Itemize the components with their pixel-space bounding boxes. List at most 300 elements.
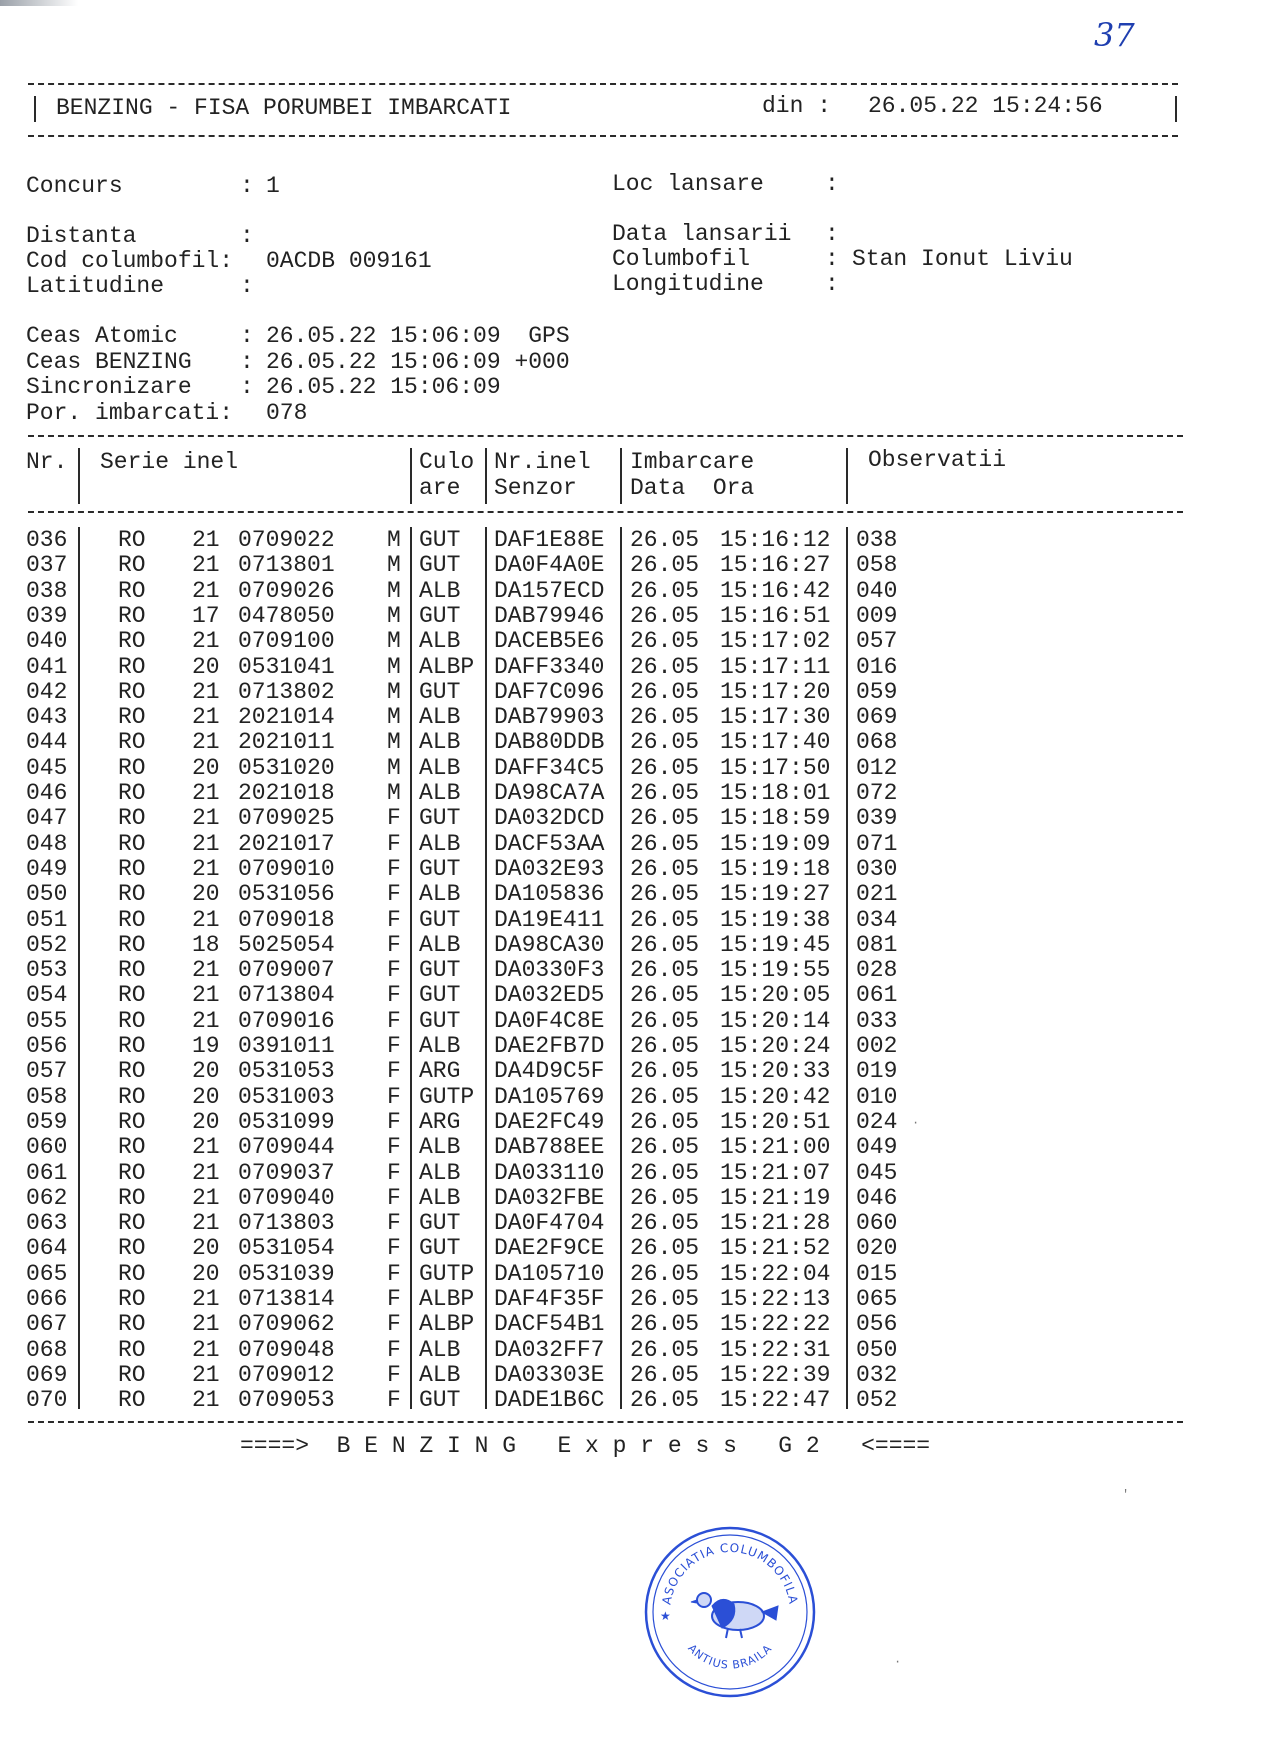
cell-observatii: 040 (856, 577, 898, 604)
cell-senzor: DA98CA30 (494, 931, 605, 958)
cell-culoare: ALB (419, 1134, 461, 1161)
cell-nr: 048 (26, 830, 68, 857)
cell-data: 26.05 (630, 805, 700, 832)
cell-culoare: ALB (419, 1033, 461, 1059)
cell-ora: 15:22:13 (720, 1286, 831, 1312)
table-row (0, 604, 1276, 629)
cell-tara: RO (118, 830, 146, 857)
cell-observatii: 030 (856, 855, 898, 882)
cell-an: 21 (192, 1007, 220, 1034)
cell-observatii: 039 (856, 805, 898, 832)
cell-numar: 0713803 (238, 1210, 335, 1237)
cell-ora: 15:22:04 (720, 1260, 831, 1287)
stamp-top-text: ASOCIATIA COLUMBOFILA (659, 1540, 801, 1606)
cell-tara: RO (118, 1033, 146, 1059)
title-box-right-border (1175, 96, 1177, 122)
cell-numar: 0531099 (238, 1108, 335, 1135)
cell-data: 26.05 (630, 982, 700, 1009)
cell-culoare: ALB (419, 754, 461, 781)
cell-observatii: 057 (856, 628, 898, 655)
distanta-colon: : (240, 223, 254, 249)
cell-culoare: ALB (419, 780, 461, 806)
cell-culoare: ALB (419, 628, 461, 655)
cell-an: 21 (192, 780, 220, 806)
sincronizare-colon: : (240, 374, 254, 400)
cell-an: 21 (192, 1210, 220, 1237)
cell-ora: 15:20:51 (720, 1108, 831, 1135)
cell-senzor: DA0F4A0E (494, 552, 605, 579)
cell-numar: 0709012 (238, 1361, 335, 1388)
cell-senzor: DAE2FB7D (494, 1033, 605, 1059)
cell-observatii: 061 (856, 982, 898, 1009)
cell-ora: 15:22:31 (720, 1336, 831, 1363)
cell-senzor: DA032FF7 (494, 1336, 605, 1363)
cell-culoare: ALB (419, 931, 461, 958)
cell-numar: 0709018 (238, 906, 335, 933)
cell-tara: RO (118, 704, 146, 731)
cell-ora: 15:19:18 (720, 855, 831, 882)
ceas-atomic-colon: : (240, 323, 254, 349)
cell-numar: 2021011 (238, 729, 335, 756)
cell-sex: F (387, 830, 401, 857)
cell-sex: M (387, 729, 401, 756)
cell-data: 26.05 (630, 1210, 700, 1237)
table-row (0, 806, 1276, 831)
cell-data: 26.05 (630, 1286, 700, 1312)
cell-numar: 2021017 (238, 830, 335, 857)
cell-observatii: 019 (856, 1058, 898, 1085)
cell-an: 21 (192, 729, 220, 756)
cell-nr: 041 (26, 653, 68, 680)
cell-numar: 0478050 (238, 602, 335, 629)
table-row (0, 1135, 1276, 1160)
cell-ora: 15:20:33 (720, 1058, 831, 1085)
ceas-benzing-label: Ceas BENZING (26, 349, 192, 375)
cell-sex: F (387, 1235, 401, 1262)
cell-nr: 061 (26, 1159, 68, 1186)
cell-sex: F (387, 805, 401, 832)
table-row (0, 1287, 1276, 1312)
cell-ora: 15:17:11 (720, 653, 831, 680)
cell-numar: 0531054 (238, 1235, 335, 1262)
cell-culoare: GUTP (419, 1083, 475, 1110)
scan-speck: · (894, 1655, 902, 1669)
cell-data: 26.05 (630, 729, 700, 756)
concurs-value: 1 (266, 173, 280, 199)
cell-nr: 052 (26, 931, 68, 958)
cell-culoare: ALB (419, 830, 461, 857)
cell-observatii: 024 (856, 1108, 898, 1135)
table-row (0, 781, 1276, 806)
cell-ora: 15:19:55 (720, 957, 831, 984)
cell-an: 19 (192, 1033, 220, 1059)
cell-tara: RO (118, 1210, 146, 1237)
cell-culoare: ALB (419, 577, 461, 604)
cell-ora: 15:21:28 (720, 1210, 831, 1237)
cell-ora: 15:17:02 (720, 628, 831, 655)
cell-tara: RO (118, 1058, 146, 1085)
cell-senzor: DA19E411 (494, 906, 605, 933)
cell-an: 20 (192, 1108, 220, 1135)
cell-numar: 0709016 (238, 1007, 335, 1034)
cell-an: 21 (192, 906, 220, 933)
cell-sex: M (387, 552, 401, 579)
cell-data: 26.05 (630, 881, 700, 908)
cell-culoare: GUT (419, 1235, 461, 1262)
cell-senzor: DAFF3340 (494, 653, 605, 680)
cell-numar: 0709026 (238, 577, 335, 604)
cell-data: 26.05 (630, 1387, 700, 1414)
cell-sex: F (387, 906, 401, 933)
cell-observatii: 038 (856, 527, 898, 553)
cell-sex: F (387, 1210, 401, 1237)
cell-numar: 2021014 (238, 704, 335, 731)
cell-numar: 0713814 (238, 1286, 335, 1312)
cell-nr: 049 (26, 855, 68, 882)
cell-numar: 0709010 (238, 855, 335, 882)
ceas-atomic-label: Ceas Atomic (26, 323, 178, 349)
cell-observatii: 046 (856, 1184, 898, 1211)
cell-numar: 0531056 (238, 881, 335, 908)
cell-data: 26.05 (630, 552, 700, 579)
cell-tara: RO (118, 1361, 146, 1388)
cell-senzor: DA033110 (494, 1159, 605, 1186)
cell-data: 26.05 (630, 1134, 700, 1161)
cell-ora: 15:20:24 (720, 1033, 831, 1059)
cell-tara: RO (118, 653, 146, 680)
cell-sex: F (387, 1361, 401, 1388)
cell-data: 26.05 (630, 628, 700, 655)
cell-numar: 0531003 (238, 1083, 335, 1110)
cell-an: 21 (192, 1387, 220, 1414)
cell-observatii: 072 (856, 780, 898, 806)
cell-tara: RO (118, 780, 146, 806)
report-title: BENZING - FISA PORUMBEI IMBARCATI (56, 95, 512, 121)
cell-ora: 15:19:09 (720, 830, 831, 857)
cell-nr: 043 (26, 704, 68, 731)
cell-sex: M (387, 527, 401, 553)
table-row (0, 1363, 1276, 1388)
concurs-colon: : (240, 173, 254, 199)
cell-data: 26.05 (630, 1336, 700, 1363)
longitudine-label: Longitudine (612, 271, 764, 297)
cell-tara: RO (118, 1134, 146, 1161)
cell-senzor: DADE1B6C (494, 1387, 605, 1414)
cell-data: 26.05 (630, 1361, 700, 1388)
longitudine-colon: : (825, 271, 839, 297)
cell-ora: 15:20:42 (720, 1083, 831, 1110)
cell-data: 26.05 (630, 1007, 700, 1034)
body-divider-serie (410, 527, 412, 1409)
cell-an: 21 (192, 1184, 220, 1211)
table-row (0, 655, 1276, 680)
loc-lansare-colon: : (825, 171, 839, 197)
cell-senzor: DA032FBE (494, 1184, 605, 1211)
cell-ora: 15:16:12 (720, 527, 831, 553)
cell-an: 20 (192, 1235, 220, 1262)
cell-nr: 058 (26, 1083, 68, 1110)
cell-observatii: 045 (856, 1159, 898, 1186)
cell-tara: RO (118, 1159, 146, 1186)
sincronizare-value: 26.05.22 15:06:09 (266, 374, 501, 400)
cell-sex: M (387, 577, 401, 604)
cell-tara: RO (118, 1260, 146, 1287)
cell-data: 26.05 (630, 1083, 700, 1110)
cell-sex: F (387, 982, 401, 1009)
cell-nr: 039 (26, 602, 68, 629)
porumbei-imbarcati-label: Por. imbarcati: (26, 400, 234, 426)
cell-numar: 0709022 (238, 527, 335, 553)
cell-tara: RO (118, 855, 146, 882)
table-row (0, 1236, 1276, 1261)
cell-nr: 045 (26, 754, 68, 781)
table-row (0, 579, 1276, 604)
col-divider-serie (410, 448, 412, 504)
cell-observatii: 049 (856, 1134, 898, 1161)
cell-nr: 040 (26, 628, 68, 655)
cell-an: 17 (192, 602, 220, 629)
cell-observatii: 058 (856, 552, 898, 579)
cell-culoare: ARG (419, 1058, 461, 1085)
cell-nr: 044 (26, 729, 68, 756)
cell-numar: 0531041 (238, 653, 335, 680)
porumbei-imbarcati-value: 078 (266, 400, 308, 426)
cell-data: 26.05 (630, 830, 700, 857)
cell-culoare: GUT (419, 602, 461, 629)
cell-culoare: GUTP (419, 1260, 475, 1287)
cell-an: 21 (192, 830, 220, 857)
cell-numar: 0713804 (238, 982, 335, 1009)
cell-an: 21 (192, 552, 220, 579)
cell-an: 21 (192, 1336, 220, 1363)
cell-senzor: DA105710 (494, 1260, 605, 1287)
sincronizare-label: Sincronizare (26, 374, 192, 400)
cell-numar: 0531020 (238, 754, 335, 781)
cell-nr: 054 (26, 982, 68, 1009)
cell-numar: 0391011 (238, 1033, 335, 1059)
table-row (0, 958, 1276, 983)
cell-ora: 15:16:27 (720, 552, 831, 579)
cell-observatii: 060 (856, 1210, 898, 1237)
table-row (0, 680, 1276, 705)
cell-nr: 046 (26, 780, 68, 806)
cell-sex: F (387, 1184, 401, 1211)
cell-an: 20 (192, 653, 220, 680)
cell-an: 21 (192, 577, 220, 604)
pigeon-icon (691, 1593, 778, 1638)
table-row (0, 730, 1276, 755)
cell-numar: 0709044 (238, 1134, 335, 1161)
cell-nr: 060 (26, 1134, 68, 1161)
scan-speck: ' (1122, 1488, 1130, 1502)
body-divider-senzor (620, 527, 622, 1409)
cell-observatii: 034 (856, 906, 898, 933)
cell-an: 20 (192, 881, 220, 908)
cell-ora: 15:19:45 (720, 931, 831, 958)
cell-ora: 15:17:20 (720, 678, 831, 705)
cell-sex: F (387, 1007, 401, 1034)
cell-data: 26.05 (630, 653, 700, 680)
cell-ora: 15:18:01 (720, 780, 831, 806)
table-row (0, 1312, 1276, 1337)
cell-numar: 2021018 (238, 780, 335, 806)
header-nrinel-line1: Nr.inel (494, 449, 591, 475)
cell-an: 20 (192, 754, 220, 781)
table-row (0, 1009, 1276, 1034)
cell-sex: M (387, 602, 401, 629)
cell-nr: 059 (26, 1108, 68, 1135)
cell-tara: RO (118, 729, 146, 756)
table-row (0, 1211, 1276, 1236)
cell-observatii: 012 (856, 754, 898, 781)
cell-nr: 065 (26, 1260, 68, 1287)
cell-sex: M (387, 653, 401, 680)
title-box-top-border (28, 83, 1178, 85)
cell-ora: 15:17:50 (720, 754, 831, 781)
cell-ora: 15:19:38 (720, 906, 831, 933)
table-row (0, 1085, 1276, 1110)
association-stamp (642, 1524, 818, 1700)
table-row (0, 1262, 1276, 1287)
cell-an: 21 (192, 982, 220, 1009)
ceas-benzing-value: 26.05.22 15:06:09 +000 (266, 349, 570, 375)
cell-nr: 064 (26, 1235, 68, 1262)
cell-ora: 15:17:40 (720, 729, 831, 756)
cell-culoare: ALB (419, 1184, 461, 1211)
cell-ora: 15:20:05 (720, 982, 831, 1009)
cell-data: 26.05 (630, 1058, 700, 1085)
cell-data: 26.05 (630, 754, 700, 781)
body-divider-culoare (485, 527, 487, 1409)
cell-sex: F (387, 1058, 401, 1085)
table-row (0, 832, 1276, 857)
columbofil-colon: : (825, 246, 839, 272)
body-divider-nr (78, 527, 80, 1409)
cell-nr: 062 (26, 1184, 68, 1211)
cell-observatii: 059 (856, 678, 898, 705)
cell-sex: M (387, 628, 401, 655)
cell-an: 21 (192, 527, 220, 553)
cell-an: 20 (192, 1083, 220, 1110)
col-divider-culoare (485, 448, 487, 504)
cell-culoare: ALB (419, 1159, 461, 1186)
cell-observatii: 015 (856, 1260, 898, 1287)
cell-an: 21 (192, 1134, 220, 1161)
header-imbarcare-line2: Data Ora (630, 475, 755, 501)
cell-tara: RO (118, 1184, 146, 1211)
table-header-bottom-border (28, 511, 1183, 513)
cell-senzor: DA032DCD (494, 805, 605, 832)
table-row (0, 1388, 1276, 1413)
cell-senzor: DACF53AA (494, 830, 605, 857)
body-divider-imbarcare (846, 527, 848, 1409)
cell-senzor: DAB79903 (494, 704, 605, 731)
cell-numar: 0709040 (238, 1184, 335, 1211)
cell-sex: F (387, 1387, 401, 1414)
cell-numar: 5025054 (238, 931, 335, 958)
cell-observatii: 069 (856, 704, 898, 731)
cell-tara: RO (118, 577, 146, 604)
cell-culoare: ARG (419, 1108, 461, 1135)
cell-senzor: DA0F4704 (494, 1210, 605, 1237)
cell-ora: 15:17:30 (720, 704, 831, 731)
cell-ora: 15:21:00 (720, 1134, 831, 1161)
cell-ora: 15:22:47 (720, 1387, 831, 1414)
cell-nr: 050 (26, 881, 68, 908)
cell-senzor: DAFF34C5 (494, 754, 605, 781)
cell-nr: 057 (26, 1058, 68, 1085)
cell-nr: 042 (26, 678, 68, 705)
cell-observatii: 071 (856, 830, 898, 857)
cell-sex: F (387, 931, 401, 958)
cell-tara: RO (118, 957, 146, 984)
table-row (0, 1186, 1276, 1211)
loc-lansare-label: Loc lansare (612, 171, 764, 197)
cod-columbofil-label: Cod columbofil: (26, 248, 234, 274)
cell-culoare: GUT (419, 906, 461, 933)
report-date-value: 26.05.22 15:24:56 (868, 93, 1103, 119)
cell-sex: F (387, 881, 401, 908)
cell-nr: 070 (26, 1387, 68, 1414)
cell-culoare: GUT (419, 957, 461, 984)
cell-tara: RO (118, 1083, 146, 1110)
cell-data: 26.05 (630, 602, 700, 629)
cell-ora: 15:21:19 (720, 1184, 831, 1211)
cell-data: 26.05 (630, 1108, 700, 1135)
cell-an: 21 (192, 678, 220, 705)
title-box-bottom-border (28, 135, 1178, 137)
cell-senzor: DAF4F35F (494, 1286, 605, 1312)
cell-sex: F (387, 1134, 401, 1161)
table-row (0, 1161, 1276, 1186)
table-row (0, 1034, 1276, 1059)
cell-ora: 15:19:27 (720, 881, 831, 908)
cell-nr: 047 (26, 805, 68, 832)
footer-benzing-express: ====> B E N Z I N G E x p r e s s G 2 <==== (240, 1433, 931, 1459)
cell-tara: RO (118, 1235, 146, 1262)
cell-senzor: DA03303E (494, 1361, 605, 1388)
cell-culoare: ALB (419, 1361, 461, 1388)
cell-numar: 0709062 (238, 1311, 335, 1338)
cell-tara: RO (118, 527, 146, 553)
cell-observatii: 033 (856, 1007, 898, 1034)
cell-sex: M (387, 678, 401, 705)
cell-nr: 051 (26, 906, 68, 933)
cell-data: 26.05 (630, 855, 700, 882)
cell-tara: RO (118, 1336, 146, 1363)
latitudine-colon: : (240, 273, 254, 299)
cell-sex: F (387, 1108, 401, 1135)
cell-tara: RO (118, 628, 146, 655)
table-row (0, 857, 1276, 882)
table-row (0, 629, 1276, 654)
cell-observatii: 010 (856, 1083, 898, 1110)
cell-an: 21 (192, 805, 220, 832)
table-row (0, 1338, 1276, 1363)
cell-culoare: ALB (419, 704, 461, 731)
cell-tara: RO (118, 982, 146, 1009)
cell-nr: 038 (26, 577, 68, 604)
cell-sex: F (387, 957, 401, 984)
cell-observatii: 081 (856, 931, 898, 958)
title-box-left-border (34, 96, 36, 122)
cell-observatii: 002 (856, 1033, 898, 1059)
cell-data: 26.05 (630, 906, 700, 933)
header-culoare-line1: Culo (419, 449, 475, 475)
cell-senzor: DAB80DDB (494, 729, 605, 756)
cell-nr: 068 (26, 1336, 68, 1363)
cell-observatii: 016 (856, 653, 898, 680)
